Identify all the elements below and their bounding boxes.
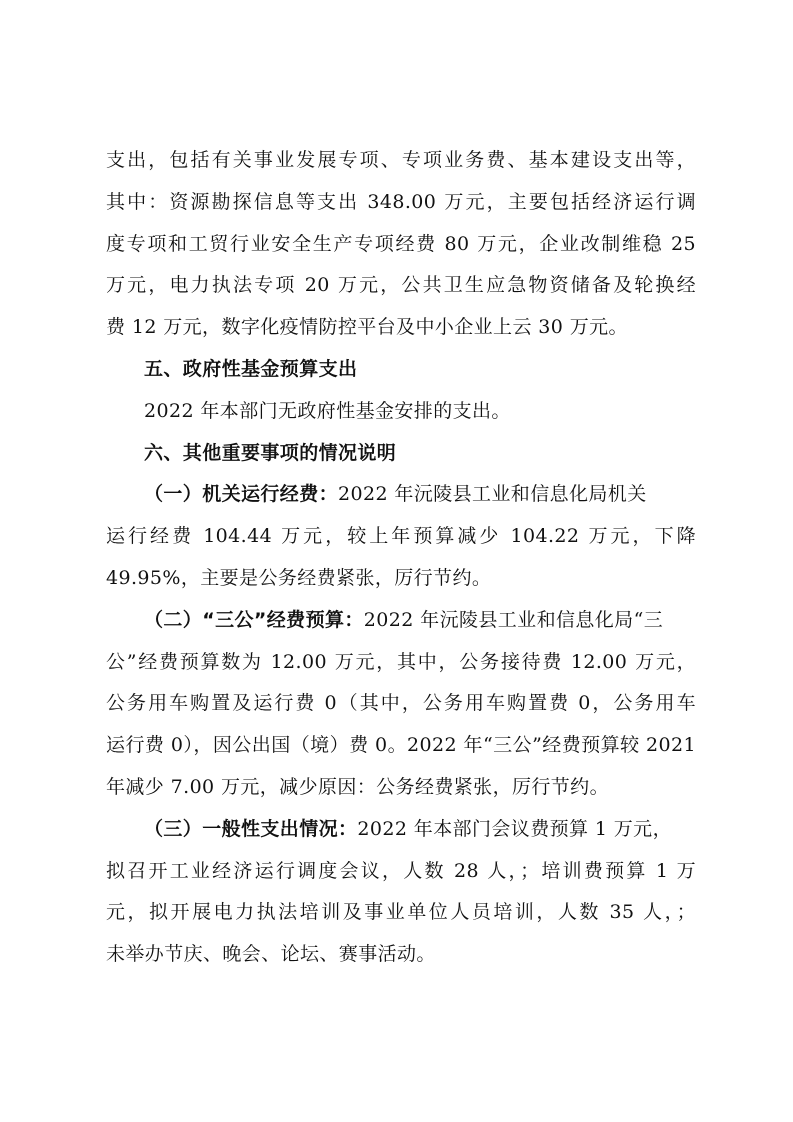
document-body	[106, 140, 696, 976]
item-first-line	[106, 600, 696, 642]
item-first-text: 2022 年沅陵县工业和信息化局“三	[363, 608, 664, 631]
paragraph-line: 公”经费预算数为 12.00 万元，其中，公务接待费 12.00 万元，	[106, 650, 696, 673]
item-lead-label: （二）“三公”经费预算：	[144, 608, 364, 631]
item-first-text: 2022 年沅陵县工业和信息化局机关	[338, 483, 647, 506]
paragraph-line: 运行费 0），因公出国（境）费 0。2022 年“三公”经费预算较 2021	[106, 734, 696, 757]
item-lead-label: （三）一般性支出情况：	[144, 817, 358, 840]
paragraph-line: 支出，包括有关事业发展专项、专项业务费、基本建设支出等，	[106, 149, 696, 171]
paragraph-line: 年减少 7.00 万元，减少原因：公务经费紧张，厉行节约。	[106, 775, 609, 798]
paragraph-line: 元，拟开展电力执法培训及事业单位人员培训，人数 35 人，；	[106, 901, 696, 924]
paragraph-line: 其中：资源勘探信息等支出 348.00 万元，主要包括经济运行调	[106, 190, 696, 213]
paragraph-line: 费 12 万元，数字化疫情防控平台及中小企业上云 30 万元。	[106, 316, 628, 339]
section-heading-other-matters: 六、其他重要事项的情况说明	[144, 441, 397, 464]
item-first-line	[106, 809, 696, 851]
item-lead-label: （一）机关运行经费：	[144, 483, 339, 506]
paragraph-expenditure-details	[106, 140, 696, 349]
section-heading-government-fund: 五、政府性基金预算支出	[144, 357, 358, 380]
paragraph-line: 未举办节庆、晚会、论坛、赛事活动。	[106, 943, 436, 966]
paragraph-line: 运行经费 104.44 万元，较上年预算减少 104.22 万元，下降	[106, 525, 696, 548]
paragraph-line: 度专项和工贸行业安全生产专项经费 80 万元，企业改制维稳 25	[106, 232, 696, 255]
paragraph-line: 万元，电力执法专项 20 万元，公共卫生应急物资储备及轮换经	[106, 274, 696, 297]
paragraph-line: 49.95%，主要是公务经费紧张，厉行节约。	[106, 566, 492, 589]
item-operating-expenses	[106, 474, 696, 599]
item-general-expenses	[106, 809, 696, 976]
item-three-public-expenses	[106, 600, 696, 809]
paragraph-line: 公务用车购置及运行费 0（其中，公务用车购置费 0，公务用车	[106, 692, 696, 715]
paragraph-line: 拟召开工业经济运行调度会议，人数 28 人，；培训费预算 1 万	[106, 859, 696, 882]
item-first-line	[106, 474, 696, 516]
government-fund-statement: 2022 年本部门无政府性基金安排的支出。	[144, 399, 511, 422]
item-first-text: 2022 年本部门会议费预算 1 万元，	[357, 817, 672, 840]
